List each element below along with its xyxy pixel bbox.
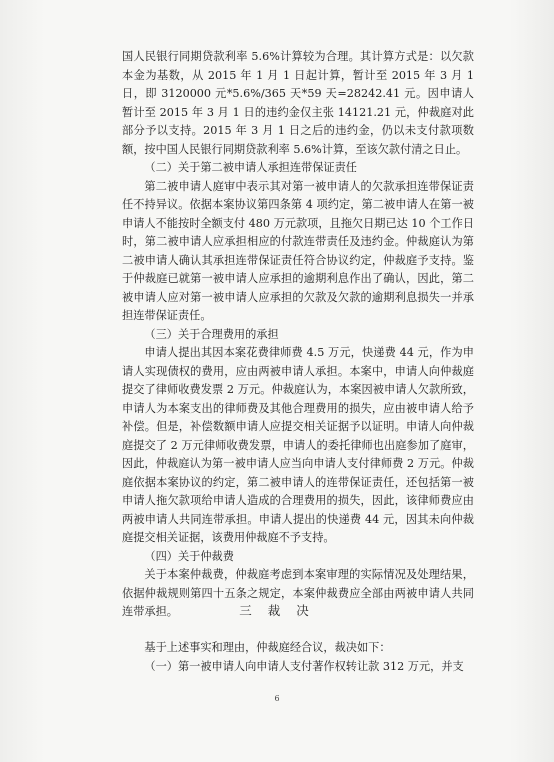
paragraph-1: 国人民银行同期贷款利率 5.6%计算较为合理。其计算方式是：以欠款本金为基数，从 2015 年 1 月 1 日起计算，暂计至 2015 年 3 月 1 日，即 3120000 元*5.6%/365 天*59 天=28242.41 元。因申请人暂计至 2015 年 3 月 1 日的违约金仅主张 14121.21 元，仲裁庭对此部分予以支持。2015 年 3 月 1 日之后的违约金，仍以未支付款项数额，按中国人民银行同期贷款利率 5.6%计算，至该欠款付清之日止。 [122,50,474,156]
ruling-line-1: 基于上述事实和理由，仲裁庭经合议，裁决如下： [144,641,391,654]
paragraph-4: 关于本案仲裁费，仲裁庭考虑到本案审理的实际情况及处理结果，依据仲裁规则第四十五条之规定，本案仲裁费应全部由两被申请人共同连带承担。 [122,568,474,618]
paragraph-3: 申请人提出其因本案花费律师费 4.5 万元，快递费 44 元，作为申请人实现债权的费用，应由两被申请人承担。本案中，申请人向仲裁庭提交了律师收费发票 2 万元。仲裁庭认为，本案因被申请人欠款所致，申请人为本案支出的律师费及其他合理费用的损失，应由被申请人给予补偿。但是，补偿数额申请人应提交相关证据予以证明。申请人向仲裁庭提交了 2 万元律师收费发票，申请人的委托律师也出庭参加了庭审，因此，仲裁庭认为第一被申请人应当向申请人支付律师费 2 万元。仲裁庭依据本案协议的约定，第二被申请人的连带保证责任，还包括第一被申请人拖欠款项给申请人造成的合理费用的损失，因此，该律师费应由两被申请人共同连带承担。申请人提出的快递费 44 元，因其未向仲裁庭提交相关证据，该费用仲裁庭不予支持。 [122,346,474,544]
subheading-2: （二）关于第二被申请人承担连带保证责任 [144,161,357,174]
subheading-4: （四）关于仲裁费 [144,549,234,563]
section-heading: 三 裁 决 [239,603,315,618]
ruling-line-2: （一）第一被申请人向申请人支付著作权转让款 312 万元，并支 [144,659,464,673]
subheading-3: （三）关于合理费用的承担 [144,327,279,341]
body-text [122,48,474,622]
paragraph-2: 第二被申请人庭审中表示其对第一被申请人的欠款承担连带保证责任不持异议。依据本案协议第四条第 4 项约定，第二被申请人在第一被申请人不能按时全额支付 480 万元款项，且拖欠日期已达 10 个工作日时，第二被申请人应承担相应的付款连带责任及违约金。仲裁庭认为第二被申请人确认其承担连带保证责任符合协议约定，仲裁庭予支持。鉴于仲裁庭已就第一被申请人应承担的逾期利息作出了确认，因此，第二被申请人应对第一被申请人应承担的欠款及欠款的逾期利息损失一并承担连带保证责任。 [122,179,474,322]
ruling-text [122,639,474,676]
page-number: 6 [274,694,280,703]
